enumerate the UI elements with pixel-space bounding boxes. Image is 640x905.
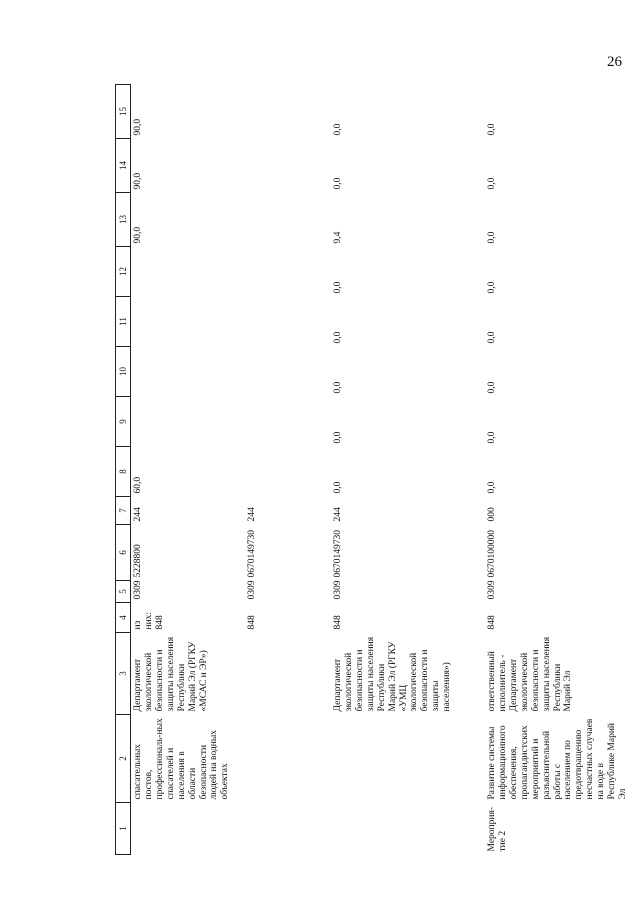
cell-value bbox=[245, 397, 331, 447]
cell-grbs: из них: 848 bbox=[133, 611, 165, 630]
col-header: 15 bbox=[116, 85, 131, 139]
col-header: 12 bbox=[116, 247, 131, 297]
cell-activity bbox=[331, 803, 485, 855]
cell-value: 0,0 bbox=[333, 431, 343, 444]
cell-value: 0,0 bbox=[333, 281, 343, 294]
cell-value: 60,0 bbox=[133, 476, 143, 494]
table-row bbox=[245, 85, 331, 855]
cell-csr: 0670100000 bbox=[487, 530, 497, 578]
cell-value bbox=[245, 193, 331, 247]
page-number: 26 bbox=[607, 54, 622, 70]
col-header: 13 bbox=[116, 193, 131, 247]
cell-activity bbox=[245, 803, 331, 855]
col-header: 6 bbox=[116, 525, 131, 581]
table-row bbox=[331, 85, 485, 855]
table-row bbox=[485, 85, 639, 855]
cell-value: 0,0 bbox=[487, 123, 497, 136]
cell-rzpr: 0309 bbox=[247, 580, 257, 600]
cell-value: 0,0 bbox=[333, 381, 343, 394]
cell-name: спасательных постов, профессиональ-ных спасателей и населения в области безопасности людей на водных объектах bbox=[133, 718, 231, 800]
col-header: 4 bbox=[116, 603, 131, 633]
cell-vr: 244 bbox=[133, 507, 143, 522]
cell-csr: 0670149730 bbox=[247, 530, 257, 578]
cell-value: 0,0 bbox=[487, 331, 497, 344]
cell-value bbox=[131, 397, 246, 447]
budget-table bbox=[115, 84, 639, 855]
col-header: 3 bbox=[116, 633, 131, 715]
cell-value: 0,0 bbox=[487, 281, 497, 294]
cell-value: 90,0 bbox=[133, 118, 143, 136]
cell-name bbox=[331, 715, 485, 803]
cell-value bbox=[245, 297, 331, 347]
cell-value bbox=[245, 347, 331, 397]
cell-value bbox=[131, 247, 246, 297]
rotated-table-container bbox=[115, 85, 629, 855]
cell-value: 0,0 bbox=[487, 481, 497, 494]
cell-value: 0,0 bbox=[333, 177, 343, 190]
cell-vr: 000 bbox=[487, 507, 497, 522]
cell-vr: 244 bbox=[247, 507, 257, 522]
cell-grbs: 848 bbox=[333, 615, 343, 630]
cell-value: 0,0 bbox=[487, 381, 497, 394]
cell-rzpr: 0309 bbox=[333, 580, 343, 600]
cell-value: 0,0 bbox=[333, 481, 343, 494]
cell-activity bbox=[131, 803, 246, 855]
cell-value bbox=[245, 247, 331, 297]
cell-value bbox=[245, 139, 331, 193]
cell-value: 90,0 bbox=[133, 226, 143, 244]
cell-executor: ответственный исполнитель - Департамент экологической безопасности и защиты населения Республики Марий Эл bbox=[487, 636, 574, 712]
table-row bbox=[131, 85, 246, 855]
cell-value bbox=[245, 85, 331, 139]
col-header: 1 bbox=[116, 803, 131, 855]
cell-executor: Департамент экологической безопасности и защиты населения Республики Марий Эл (РГКУ «УМЦ экологической безопасности и защиты населения») bbox=[333, 636, 453, 712]
col-header: 9 bbox=[116, 397, 131, 447]
cell-executor: Департамент экологической безопасности и защиты населения Республики Марий Эл (РГКУ «МСАС и ЭР») bbox=[133, 636, 209, 712]
col-header: 7 bbox=[116, 497, 131, 525]
cell-rzpr: 0309 bbox=[133, 580, 143, 600]
cell-value bbox=[131, 297, 246, 347]
cell-value: 9,4 bbox=[333, 231, 343, 244]
cell-vr: 244 bbox=[333, 507, 343, 522]
cell-value: 0,0 bbox=[333, 123, 343, 136]
column-header-row bbox=[116, 85, 131, 855]
cell-csr: 5228800 bbox=[133, 544, 143, 578]
cell-grbs: 848 bbox=[247, 615, 257, 630]
col-header: 5 bbox=[116, 581, 131, 603]
col-header: 2 bbox=[116, 715, 131, 803]
col-header: 14 bbox=[116, 139, 131, 193]
col-header: 10 bbox=[116, 347, 131, 397]
cell-value: 90,0 bbox=[133, 172, 143, 190]
cell-value bbox=[131, 347, 246, 397]
col-header: 8 bbox=[116, 447, 131, 497]
cell-value: 0,0 bbox=[487, 231, 497, 244]
cell-value: 0,0 bbox=[487, 431, 497, 444]
cell-executor bbox=[245, 633, 331, 715]
cell-value bbox=[245, 447, 331, 497]
cell-rzpr: 0309 bbox=[487, 580, 497, 600]
col-header: 11 bbox=[116, 297, 131, 347]
cell-activity: Мероприя-тие 2 bbox=[487, 807, 508, 852]
cell-name bbox=[245, 715, 331, 803]
cell-grbs: 848 bbox=[487, 615, 497, 630]
cell-value: 0,0 bbox=[487, 177, 497, 190]
cell-csr: 0670149730 bbox=[333, 530, 343, 578]
cell-name: Развитие системы информационного обеспечения, пропагандистских мероприятий и разъяснительной работы с населением по предотвращению несчастных случаев на воде в Республике Марий Эл bbox=[487, 718, 629, 800]
cell-value: 0,0 bbox=[333, 331, 343, 344]
